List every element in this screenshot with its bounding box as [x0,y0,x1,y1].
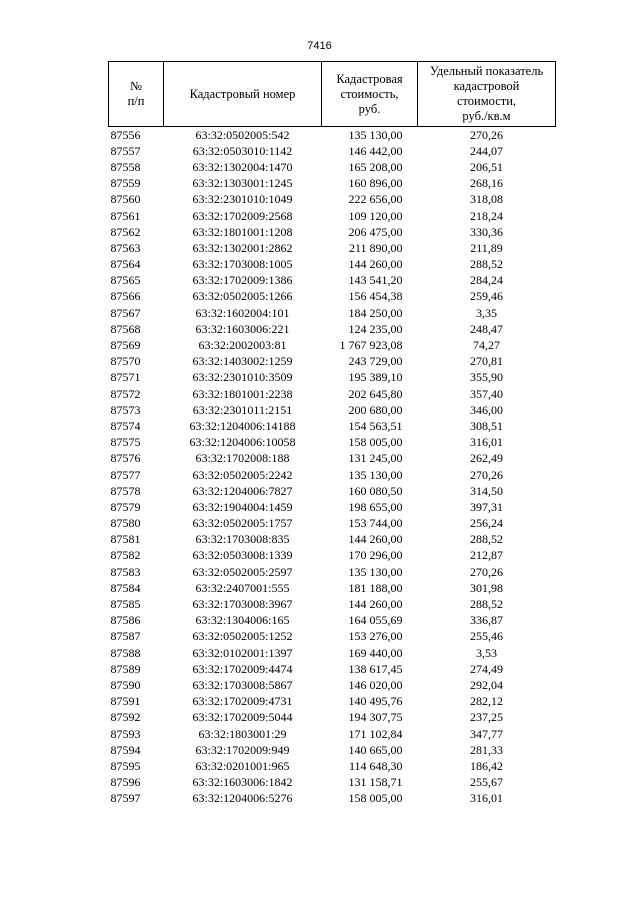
cadastral-value-cell: 222 656,00 [348,192,403,207]
table-row [109,516,556,532]
row-number-cell: 87593 [110,726,141,741]
cadastral-number-cell: 63:32:1702008:188 [195,451,290,466]
specific-value-cell: 262,49 [470,451,503,466]
cadastral-number-cell: 63:32:1702009:949 [195,742,290,757]
specific-value-cell: 355,90 [470,370,503,385]
cadastral-number-cell: 63:32:1603006:1842 [192,775,293,790]
row-number-cell: 87574 [110,418,141,433]
specific-value-cell: 3,53 [476,645,497,660]
page-number: 7416 [307,40,332,52]
cadastral-number-cell: 63:32:1302001:2862 [192,240,293,255]
specific-value-cell: 274,49 [470,661,503,676]
cadastral-number-cell: 63:32:0201001:965 [195,758,290,773]
specific-value-cell: 255,46 [470,629,503,644]
table-row [109,402,556,418]
table-row [109,564,556,580]
table-row [109,451,556,467]
row-number-cell: 87557 [110,143,141,158]
specific-value-cell: 270,26 [470,564,503,579]
table-row [109,224,556,240]
row-number-cell: 87578 [110,483,141,498]
row-number-cell: 87594 [110,742,141,757]
row-number-cell: 87571 [110,370,141,385]
cadastral-number-cell: 63:32:1602004:101 [195,305,290,320]
row-number-cell: 87595 [110,758,141,773]
specific-value-cell: 301,98 [470,580,503,595]
row-number-cell: 87592 [110,710,141,725]
row-number-cell: 87562 [110,224,141,239]
specific-value-cell: 284,24 [470,273,503,288]
row-number-cell: 87568 [110,321,141,336]
specific-value-cell: 268,16 [470,176,503,191]
row-number-cell: 87580 [110,516,141,531]
cadastral-number-cell: 63:32:0502005:1252 [192,629,293,644]
cadastral-number-cell: 63:32:2301010:3509 [192,370,293,385]
specific-value-cell: 346,00 [470,402,503,417]
cadastral-number-cell: 63:32:1302004:1470 [192,159,293,174]
specific-value-cell: 74,27 [473,338,500,353]
specific-value-cell: 282,12 [470,694,503,709]
row-number-cell: 87579 [110,499,141,514]
table-row [109,337,556,353]
cadastral-number-cell: 63:32:1803001:29 [198,726,287,741]
row-number-cell: 87587 [110,629,141,644]
cadastral-value-cell: 109 120,00 [348,208,403,223]
table-row [109,613,556,629]
cadastral-value-cell: 170 296,00 [348,548,403,563]
cadastral-number-cell: 63:32:0502005:1757 [192,516,293,531]
row-number-cell: 87589 [110,661,141,676]
specific-value-cell: 212,87 [470,548,503,563]
cadastral-value-cell: 202 645,80 [348,386,403,401]
row-number-cell: 87597 [110,791,141,806]
table-row [109,273,556,289]
specific-value-cell: 237,25 [470,710,503,725]
table-row [109,532,556,548]
table-row [109,580,556,596]
specific-value-cell: 244,07 [470,143,503,158]
cadastral-number-cell: 63:32:1702009:4731 [192,694,293,709]
table-row [109,208,556,224]
cadastral-value-cell: 169 440,00 [348,645,403,660]
cadastral-number-cell: 63:32:1304006:165 [195,613,290,628]
table-row [109,257,556,273]
table-row [109,418,556,434]
specific-value-cell: 336,87 [470,613,503,628]
cadastral-number-cell: 63:32:1904004:1459 [192,499,293,514]
cadastral-number-cell: 63:32:1403002:1259 [192,354,293,369]
table-row [109,694,556,710]
cadastral-value-cell: 135 130,00 [348,467,403,482]
header-cadastral-number: Кадастровый номер [164,62,322,127]
table-row [109,240,556,256]
cadastral-number-cell: 63:32:0502005:2597 [192,564,293,579]
cadastral-number-cell: 63:32:0502005:542 [195,127,290,142]
row-number-cell: 87556 [110,127,141,142]
header-row-number: № п/п [109,62,164,127]
row-number-cell: 87559 [110,176,141,191]
specific-value-cell: 248,47 [470,321,503,336]
row-number-cell: 87585 [110,597,141,612]
table-row [109,176,556,192]
table-row [109,354,556,370]
cadastral-number-cell: 63:32:2407001:555 [195,580,290,595]
cadastral-value-table [108,61,556,807]
specific-value-cell: 288,52 [470,532,503,547]
cadastral-value-cell: 198 655,00 [348,499,403,514]
row-number-cell: 87596 [110,775,141,790]
table-row [109,596,556,612]
cadastral-number-cell: 63:32:1702009:2568 [192,208,293,223]
specific-value-cell: 330,36 [470,224,503,239]
cadastral-number-cell: 63:32:1702009:1386 [192,273,293,288]
table-row [109,548,556,564]
specific-value-cell: 270,81 [470,354,503,369]
table-row [109,467,556,483]
row-number-cell: 87558 [110,159,141,174]
row-number-cell: 87581 [110,532,141,547]
table-row [109,726,556,742]
table-row [109,499,556,515]
table-body [109,127,556,807]
specific-value-cell: 292,04 [470,677,503,692]
cadastral-value-cell: 135 130,00 [348,127,403,142]
row-number-cell: 87567 [110,305,141,320]
cadastral-number-cell: 63:32:1702009:5044 [192,710,293,725]
cadastral-number-cell: 63:32:1703008:3967 [192,597,293,612]
table-row [109,483,556,499]
table-row [109,742,556,758]
cadastral-value-cell: 194 307,75 [348,710,403,725]
cadastral-number-cell: 63:32:1801001:1208 [192,224,293,239]
row-number-cell: 87591 [110,694,141,709]
table-row [109,710,556,726]
cadastral-value-cell: 211 890,00 [348,240,403,255]
cadastral-value-cell: 160 896,00 [348,176,403,191]
table-row [109,305,556,321]
row-number-cell: 87576 [110,451,141,466]
table-row [109,192,556,208]
cadastral-value-cell: 153 276,00 [348,629,403,644]
row-number-cell: 87570 [110,354,141,369]
specific-value-cell: 186,42 [470,758,503,773]
row-number-cell: 87586 [110,613,141,628]
cadastral-value-cell: 154 563,51 [348,418,403,433]
specific-value-cell: 206,51 [470,159,503,174]
specific-value-cell: 308,51 [470,418,503,433]
cadastral-value-cell: 138 617,45 [348,661,403,676]
row-number-cell: 87588 [110,645,141,660]
header-row [109,62,556,127]
cadastral-value-cell: 195 389,10 [348,370,403,385]
table-row [109,661,556,677]
cadastral-number-cell: 63:32:0503010:1142 [192,143,293,158]
cadastral-value-cell: 158 005,00 [348,435,403,450]
table-row [109,645,556,661]
specific-value-cell: 288,52 [470,257,503,272]
specific-value-cell: 3,35 [476,305,497,320]
cadastral-number-cell: 63:32:1204006:5276 [192,791,293,806]
row-number-cell: 87566 [110,289,141,304]
cadastral-value-cell: 140 665,00 [348,742,403,757]
table-row [109,435,556,451]
table-row [109,629,556,645]
specific-value-cell: 259,46 [470,289,503,304]
row-number-cell: 87590 [110,677,141,692]
cadastral-value-cell: 160 080,50 [348,483,403,498]
row-number-cell: 87561 [110,208,141,223]
cadastral-value-cell: 243 729,00 [348,354,403,369]
cadastral-number-cell: 63:32:1703008:5867 [192,677,293,692]
specific-value-cell: 316,01 [470,791,503,806]
table-row [109,159,556,175]
cadastral-value-cell: 206 475,00 [348,224,403,239]
cadastral-value-cell: 144 260,00 [348,257,403,272]
cadastral-value-cell: 135 130,00 [348,564,403,579]
header-specific-value: Удельный показатель кадастровой стоимости, руб./кв.м [418,62,556,127]
specific-value-cell: 270,26 [470,467,503,482]
cadastral-number-cell: 63:32:2002003:81 [198,338,287,353]
cadastral-value-cell: 153 744,00 [348,516,403,531]
cadastral-number-cell: 63:32:0502005:2242 [192,467,293,482]
cadastral-value-cell: 140 495,76 [348,694,403,709]
specific-value-cell: 314,50 [470,483,503,498]
header-cadastral-value: Кадастровая стоимость, руб. [322,62,418,127]
cadastral-value-cell: 171 102,84 [348,726,403,741]
table-header [109,62,556,127]
specific-value-cell: 397,31 [470,499,503,514]
row-number-cell: 87572 [110,386,141,401]
row-number-cell: 87583 [110,564,141,579]
table-row [109,370,556,386]
table-row [109,143,556,159]
row-number-cell: 87563 [110,240,141,255]
row-number-cell: 87565 [110,273,141,288]
specific-value-cell: 255,67 [470,775,503,790]
cadastral-value-cell: 184 250,00 [348,305,403,320]
table-row [109,677,556,693]
cadastral-value-cell: 146 020,00 [348,677,403,692]
cadastral-value-cell: 131 158,71 [348,775,403,790]
row-number-cell: 87573 [110,402,141,417]
row-number-cell: 87577 [110,467,141,482]
table-row [109,791,556,807]
cadastral-number-cell: 63:32:1204006:7827 [192,483,293,498]
specific-value-cell: 270,26 [470,127,503,142]
cadastral-value-cell: 114 648,30 [348,758,403,773]
table-row [109,289,556,305]
cadastral-number-cell: 63:32:0503008:1339 [192,548,293,563]
specific-value-cell: 288,52 [470,597,503,612]
specific-value-cell: 318,08 [470,192,503,207]
cadastral-value-cell: 144 260,00 [348,597,403,612]
cadastral-value-cell: 124 235,00 [348,321,403,336]
cadastral-number-cell: 63:32:1801001:2238 [192,386,293,401]
cadastral-number-cell: 63:32:1303001:1245 [192,176,293,191]
cadastral-value-cell: 181 188,00 [348,580,403,595]
row-number-cell: 87584 [110,580,141,595]
table-row [109,127,556,144]
row-number-cell: 87582 [110,548,141,563]
cadastral-number-cell: 63:32:2301011:2151 [192,402,293,417]
cadastral-number-cell: 63:32:0102001:1397 [192,645,293,660]
row-number-cell: 87575 [110,435,141,450]
cadastral-number-cell: 63:32:1204006:14188 [189,418,296,433]
row-number-cell: 87569 [110,338,141,353]
cadastral-number-cell: 63:32:2301010:1049 [192,192,293,207]
cadastral-value-cell: 158 005,00 [348,791,403,806]
cadastral-value-cell: 165 208,00 [348,159,403,174]
specific-value-cell: 218,24 [470,208,503,223]
specific-value-cell: 281,33 [470,742,503,757]
table-row [109,775,556,791]
cadastral-number-cell: 63:32:1603006:221 [195,321,290,336]
cadastral-value-cell: 200 680,00 [348,402,403,417]
specific-value-cell: 347,77 [470,726,503,741]
cadastral-value-cell: 131 245,00 [348,451,403,466]
cadastral-value-cell: 164 055,69 [348,613,403,628]
table-row [109,386,556,402]
specific-value-cell: 211,89 [470,240,503,255]
cadastral-value-cell: 146 442,00 [348,143,403,158]
cadastral-value-cell: 143 541,20 [348,273,403,288]
row-number-cell: 87564 [110,257,141,272]
specific-value-cell: 316,01 [470,435,503,450]
table-row [109,758,556,774]
cadastral-value-cell: 1 767 923,08 [339,338,403,353]
cadastral-number-cell: 63:32:1703008:835 [195,532,290,547]
table-row [109,321,556,337]
specific-value-cell: 357,40 [470,386,503,401]
cadastral-value-cell: 156 454,38 [348,289,403,304]
specific-value-cell: 256,24 [470,516,503,531]
cadastral-value-cell: 144 260,00 [348,532,403,547]
row-number-cell: 87560 [110,192,141,207]
cadastral-number-cell: 63:32:1702009:4474 [192,661,293,676]
cadastral-number-cell: 63:32:1204006:10058 [189,435,296,450]
cadastral-number-cell: 63:32:1703008:1005 [192,257,293,272]
cadastral-number-cell: 63:32:0502005:1266 [192,289,293,304]
